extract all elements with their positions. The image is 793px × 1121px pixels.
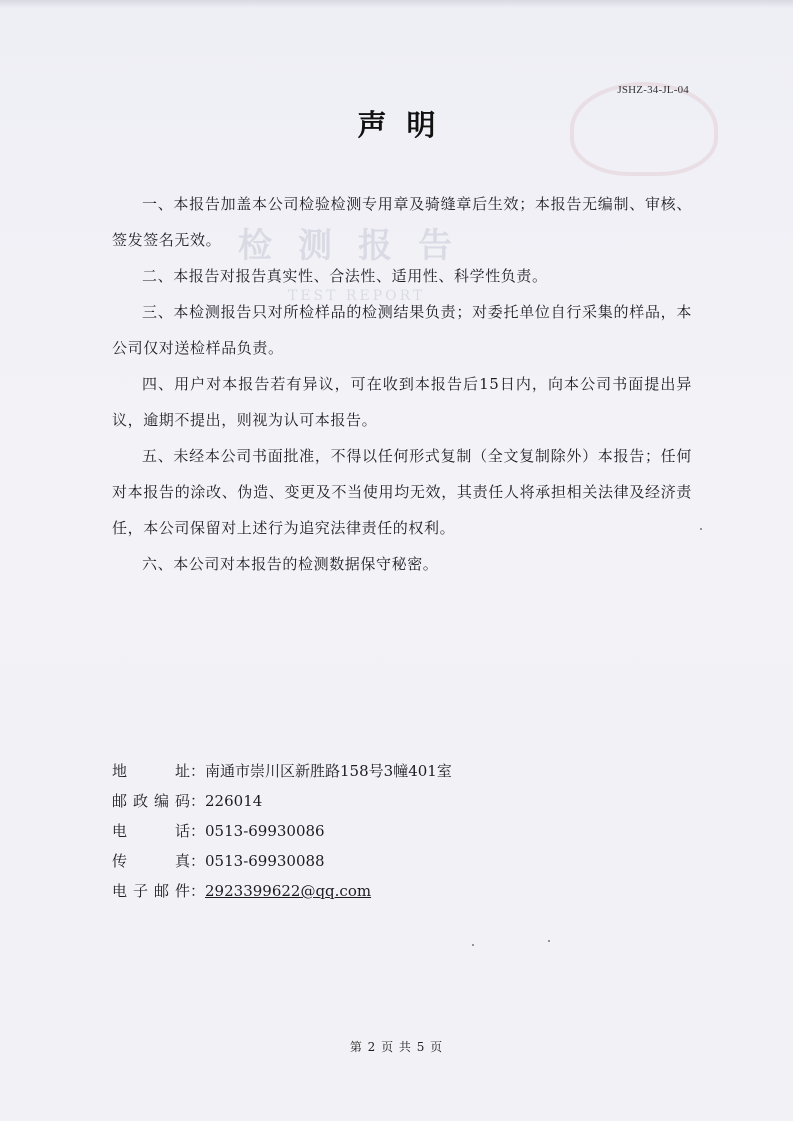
scan-edge: [0, 0, 793, 8]
contact-fax: 传 真 ： 0513-69930088: [112, 846, 452, 876]
document-code: JSHZ-34-JL-04: [617, 84, 689, 96]
scan-speck: [548, 940, 550, 942]
email-label: 电子邮件: [112, 882, 190, 900]
fax-value: 0513-69930088: [205, 852, 325, 870]
statement-paragraph-3: 三、本检测报告只对所检样品的检测结果负责；对委托单位自行采集的样品，本公司仅对送检样品负责。: [112, 303, 692, 357]
fax-label: 传 真: [112, 852, 190, 870]
contact-phone: 电 话 ： 0513-69930086: [112, 816, 452, 846]
postcode-label: 邮政编码: [112, 792, 190, 810]
contact-block: [112, 756, 452, 906]
contact-address: 地 址 ： 南通市崇川区新胜路158号3幢401室: [112, 756, 452, 786]
email-link[interactable]: 2923399622@qq.com: [205, 882, 372, 900]
statement-paragraph-6: 六、本公司对本报告的检测数据保守秘密。: [142, 555, 439, 573]
phone-label: 电 话: [112, 822, 190, 840]
bleed-through-heading: 检测报告: [238, 226, 478, 266]
phone-value: 0513-69930086: [205, 822, 325, 840]
postcode-value: 226014: [205, 792, 263, 810]
statement-paragraph-5: 五、未经本公司书面批准，不得以任何形式复制（全文复制除外）本报告；任何对本报告的涂改、伪造、变更及不当使用均无效，其责任人将承担相关法律及经济责任，本公司保留对上述行为追究法律责任的权利。: [112, 447, 692, 537]
scan-speck: [472, 944, 474, 946]
statement-body: [112, 186, 692, 582]
statement-paragraph-1: 一、本报告加盖本公司检验检测专用章及骑缝章后生效；本报告无编制、审核、签发签名无效。: [112, 195, 692, 249]
scan-speck: [700, 528, 702, 530]
bleed-through-subheading: TEST REPORT: [288, 288, 426, 304]
address-value: 南通市崇川区新胜路158号3幢401室: [205, 762, 452, 780]
page-number: 第 2 页 共 5 页: [349, 1040, 444, 1054]
statement-paragraph-4: 四、用户对本报告若有异议，可在收到本报告后15日内，向本公司书面提出异议，逾期不提出，则视为认可本报告。: [112, 375, 692, 429]
contact-email: 电子邮件 ： 2923399622@qq.com: [112, 876, 452, 906]
statement-paragraph-2: 二、本报告对报告真实性、合法性、适用性、科学性负责。: [142, 267, 548, 285]
contact-postcode: 邮政编码 ： 226014: [112, 786, 452, 816]
page-title: 声明: [357, 108, 456, 142]
address-label: 地 址: [112, 762, 190, 780]
